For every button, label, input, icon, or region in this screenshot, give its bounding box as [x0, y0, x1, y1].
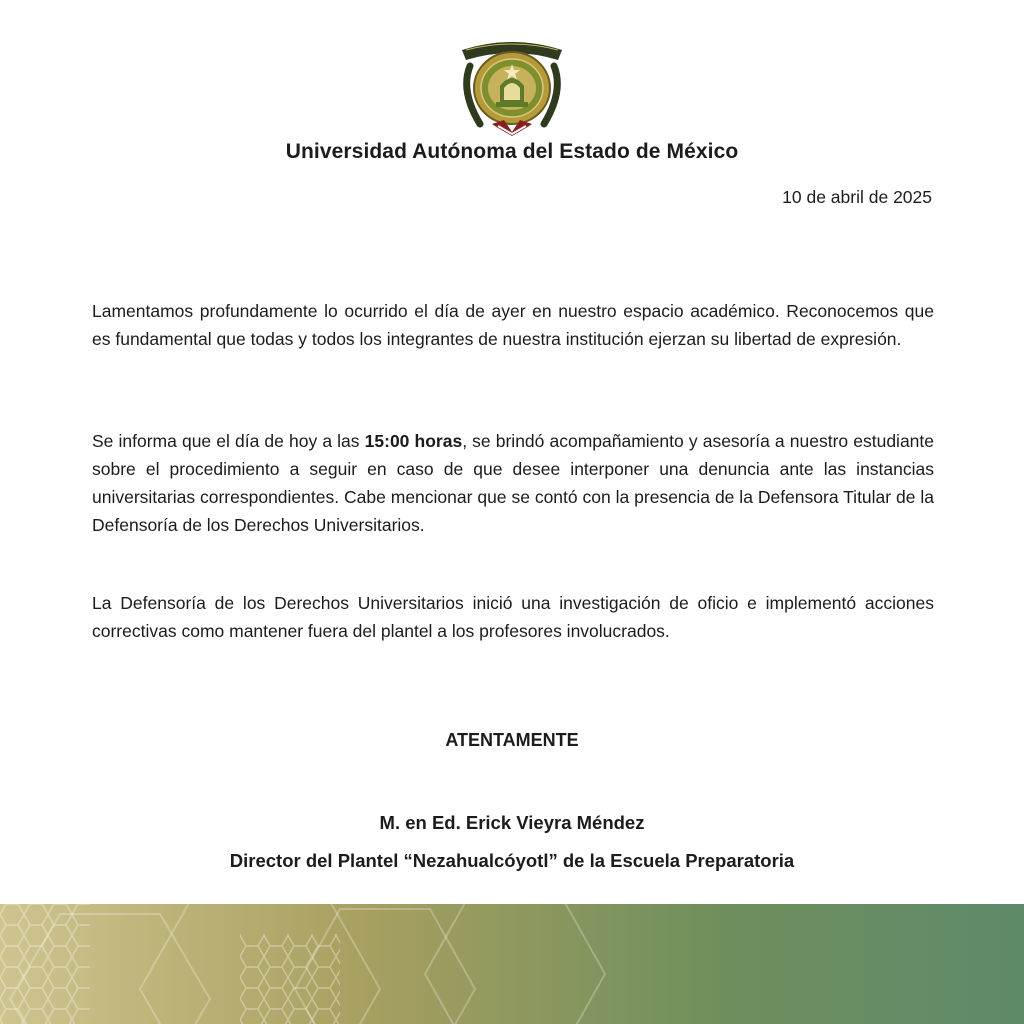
signer-name: M. en Ed. Erick Vieyra Méndez — [379, 812, 645, 833]
paragraph-2-time: 15:00 horas — [364, 431, 463, 451]
decorative-footer-band — [0, 904, 1024, 1024]
university-seal-logo — [452, 36, 572, 136]
letter-date: 10 de abril de 2025 — [782, 187, 932, 207]
paragraph-3: La Defensoría de los Derechos Universitarios inició una investigación de oficio e implementó acciones correctivas como mantener fuera del plantel a los profesores involucrados. — [92, 593, 934, 641]
paragraph-2-body: , se brindó acompañamiento y asesoría a nuestro estudiante sobre el procedimiento a seguir en caso de que desee interponer una denuncia ante las instancias universitarias correspondientes. Cabe mencionar que se contó con la presencia de la Defensora Titular de la Defensoría de los Derechos Universitarios. — [92, 431, 935, 535]
paragraph-2-intro: Se informa que el día de hoy a las — [92, 431, 365, 451]
closing-salutation: ATENTAMENTE — [445, 730, 579, 750]
paragraph-1: Lamentamos profundamente lo ocurrido el día de ayer en nuestro espacio académico. Reconocemos que es fundamental que todas y todos los integrantes de nuestra institución ejerzan su libertad de expresión. — [92, 301, 934, 349]
institution-name: Universidad Autónoma del Estado de México — [285, 140, 739, 163]
paragraph-2 — [92, 427, 934, 539]
signer-title: Director del Plantel “Nezahualcóyotl” de la Escuela Preparatoria — [229, 850, 795, 871]
